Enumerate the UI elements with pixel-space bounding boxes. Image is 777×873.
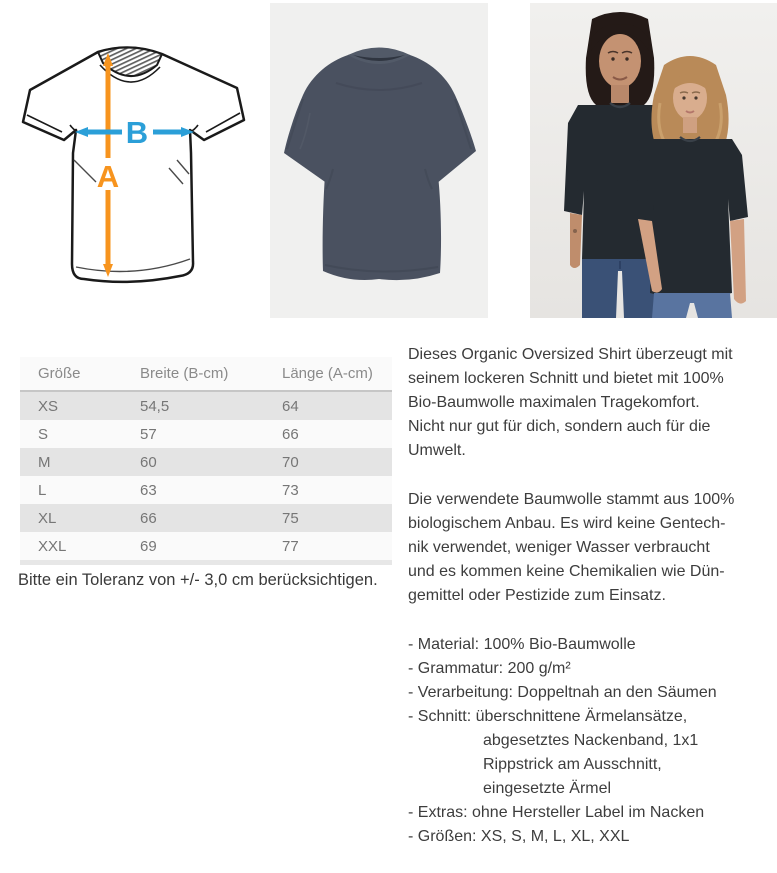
width-label: B	[125, 115, 149, 150]
size-table-row	[20, 391, 392, 420]
size-table-body	[20, 391, 392, 563]
cell-length: 75	[282, 509, 299, 527]
text-line: biologischem Anbau. Es wird keine Gentech-	[408, 515, 726, 532]
spec-item: eingesetzte Ärmel	[483, 780, 612, 797]
text-line: Umwelt.	[408, 442, 466, 459]
cell-width: 66	[140, 509, 157, 527]
text-line: Dieses Organic Oversized Shirt überzeugt mit	[408, 346, 733, 363]
cell-size: M	[38, 453, 51, 471]
size-table-header-row	[20, 357, 392, 391]
tolerance-note: Bitte ein Toleranz von +/- 3,0 cm berücksichtigen.	[18, 571, 378, 589]
cell-length: 66	[282, 425, 299, 443]
size-table-row	[20, 532, 392, 563]
size-table-row	[20, 504, 392, 532]
cell-size: L	[38, 481, 47, 499]
size-measurement-diagram[interactable]	[10, 18, 250, 305]
models-wearing-photo[interactable]	[530, 3, 777, 318]
col-header-size: Größe	[20, 357, 122, 391]
spec-item: - Größen: XS, S, M, L, XL, XXL	[408, 828, 630, 845]
cell-size: S	[38, 425, 49, 443]
cell-width: 63	[140, 481, 157, 499]
col-header-width: Breite (B-cm)	[122, 357, 264, 391]
length-label: A	[96, 159, 120, 194]
size-table-row	[20, 448, 392, 476]
text-line: nik verwendet, weniger Wasser verbraucht	[408, 539, 710, 556]
spec-item: abgesetztes Nackenband, 1x1	[483, 732, 699, 749]
text-line: Nicht nur gut für dich, sondern auch für die	[408, 418, 711, 435]
cell-length: 73	[282, 481, 299, 499]
cell-length: 64	[282, 397, 299, 415]
size-table-section	[20, 357, 392, 565]
spec-item: - Material: 100% Bio-Baumwolle	[408, 636, 636, 653]
cell-size: XS	[38, 397, 59, 415]
text-line: gemittel oder Pestizide zum Einsatz.	[408, 587, 666, 604]
size-table-row	[20, 476, 392, 504]
cell-size: XL	[38, 509, 57, 527]
cell-width: 69	[140, 537, 157, 555]
description-paragraph-2	[408, 488, 777, 608]
spec-item: - Grammatur: 200 g/m²	[408, 660, 571, 677]
col-header-length: Länge (A-cm)	[264, 357, 392, 391]
spec-list	[408, 633, 777, 849]
spec-item: Rippstrick am Ausschnitt,	[483, 756, 662, 773]
text-line: und es kommen keine Chemikalien wie Dün-	[408, 563, 725, 580]
cell-width: 60	[140, 453, 157, 471]
size-table-row	[20, 420, 392, 448]
size-table	[20, 357, 392, 565]
cell-length: 70	[282, 453, 299, 471]
description-paragraph-1	[408, 343, 777, 463]
spec-item: - Schnitt: überschnittene Ärmelansätze,	[408, 708, 688, 725]
text-line: Bio-Baumwolle maximalen Tragekomfort.	[408, 394, 700, 411]
spec-item: - Verarbeitung: Doppeltnah an den Säumen	[408, 684, 717, 701]
text-line: seinem lockeren Schnitt und bietet mit 100%	[408, 370, 724, 387]
cell-width: 54,5	[140, 397, 170, 415]
cell-width: 57	[140, 425, 157, 443]
spec-item: - Extras: ohne Hersteller Label im Nacken	[408, 804, 705, 821]
cell-length: 77	[282, 537, 299, 555]
cell-size: XXL	[38, 537, 67, 555]
tshirt-outline-drawing	[23, 47, 244, 281]
product-description	[408, 343, 777, 849]
text-line: Die verwendete Baumwolle stammt aus 100%	[408, 491, 735, 508]
product-front-photo[interactable]	[270, 3, 488, 318]
